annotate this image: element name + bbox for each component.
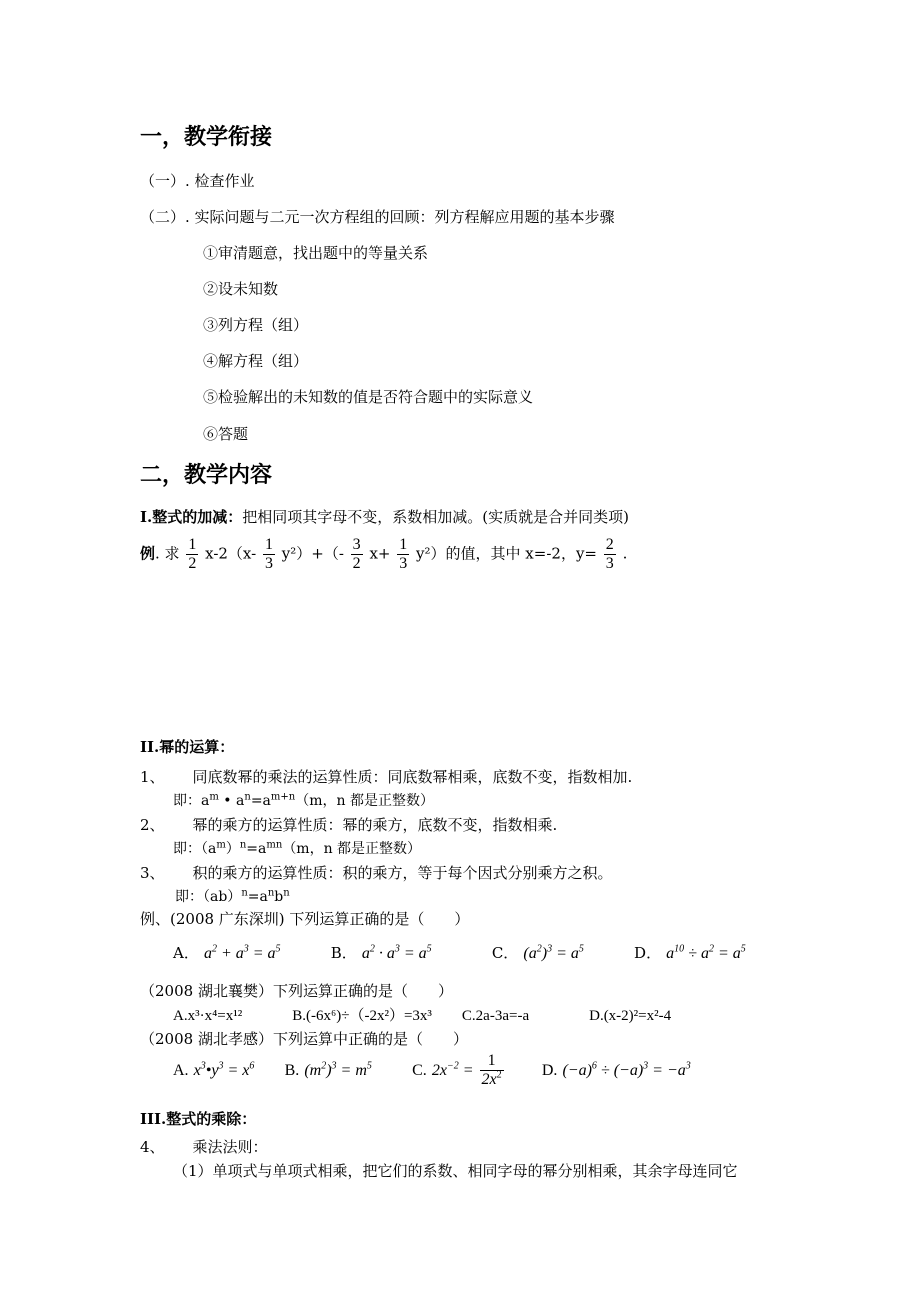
question-3-options: A. $x^3•y^3 = x^6$ B. $(m^2)^3 = m^5$ C. $2x^{-2}$ = $\frac{1}{2x^2}$ D. $(-a)^6 \div (-a)^3 = -a^3$: [173, 1052, 691, 1088]
rule-2: 2、 幂的乘方的运算性质：幂的乘方，底数不变，指数相乘.: [140, 816, 558, 834]
question-2-options: A.x³·x⁴=x¹² B.(-6x⁶)÷（-2x²）=3x³ C.2a-3a=-a D.(x-2)²=x²-4: [173, 1008, 672, 1024]
ex-text: x+: [369, 544, 391, 563]
subsection-I: [140, 506, 629, 527]
fraction: $\frac{1}{3}$: [399, 536, 408, 572]
rule-4-1: （1）单项式与单项式相乘，把它们的系数、相同字母的幂分别相乘，其余字母连同它: [173, 1162, 738, 1180]
fraction: $\frac{1}{3}$: [264, 536, 273, 572]
step-5: ⑤检验解出的未知数的值是否符合题中的实际意义: [203, 388, 534, 406]
section1-title: 一，教学衔接: [140, 125, 273, 150]
question-1: 例、(2008 广东深圳) 下列运算正确的是（ ）: [140, 910, 470, 928]
ex-text: x-2（x-: [205, 544, 257, 563]
rule-2-formula: 即：$(a^m)^n=a^{mn}(m$，n 都是正整数）: [173, 839, 422, 857]
ex-text: y²）的值，其中 x=-2，y=: [416, 544, 597, 563]
question-1-options: A． $a^2 + a^3 = a^5$ B． $a^2 \cdot a^3 = a^5$ C． $(a^2)^3 = a^5$ D． $a^{10} \div a^2 = a^5$: [173, 943, 746, 962]
ex-text: y²）+（-: [281, 544, 344, 563]
rule-3-formula: 即：$(ab)^n=a^nb^n$: [175, 887, 290, 905]
fraction: $\frac{3}{2}$: [352, 536, 361, 572]
rule-4: 4、 乘法法则：: [140, 1138, 268, 1156]
question-2: （2008 湖北襄樊）下列运算正确的是（ ）: [140, 982, 453, 1000]
rule-1-formula: 即：$a^m$ • $a^n=a^{m+n}(m$，n 都是正整数）: [173, 791, 434, 809]
fraction: $\frac{1}{2}$: [188, 536, 197, 572]
step-4: ④解方程（组）: [203, 352, 309, 370]
subsection-II: II.幂的运算：: [140, 738, 235, 756]
section2-title: 二，教学内容: [140, 463, 273, 488]
example-expression: [140, 536, 627, 573]
step-1: ①审清题意，找出题中的等量关系: [203, 244, 429, 262]
rule-3: 3、 积的乘方的运算性质：积的乘方，等于每个因式分别乘方之积。: [140, 864, 613, 882]
fraction: $\frac{2}{3}$: [605, 536, 614, 572]
rule-1: 1、 同底数幂的乘法的运算性质：同底数幂相乘，底数不变，指数相加.: [140, 768, 633, 786]
check-homework: （一）. 检查作业: [140, 172, 255, 190]
subsection-III: III.整式的乘除：: [140, 1110, 257, 1128]
step-3: ③列方程（组）: [203, 316, 309, 334]
step-6: ⑥答题: [203, 425, 249, 443]
subsection-I-label: I.整式的加减：: [140, 508, 243, 526]
ex-text: . 求: [155, 544, 180, 563]
review-line: （二）. 实际问题与二元一次方程组的回顾：列方程解应用题的基本步骤: [140, 208, 615, 226]
subsection-I-text: 把相同项其字母不变，系数相加减。(实质就是合并同类项): [242, 508, 629, 526]
example-label: 例: [140, 544, 156, 563]
question-3: （2008 湖北孝感）下列运算中正确的是（ ）: [140, 1030, 468, 1048]
ex-text: .: [622, 544, 628, 563]
step-2: ②设未知数: [203, 280, 279, 298]
